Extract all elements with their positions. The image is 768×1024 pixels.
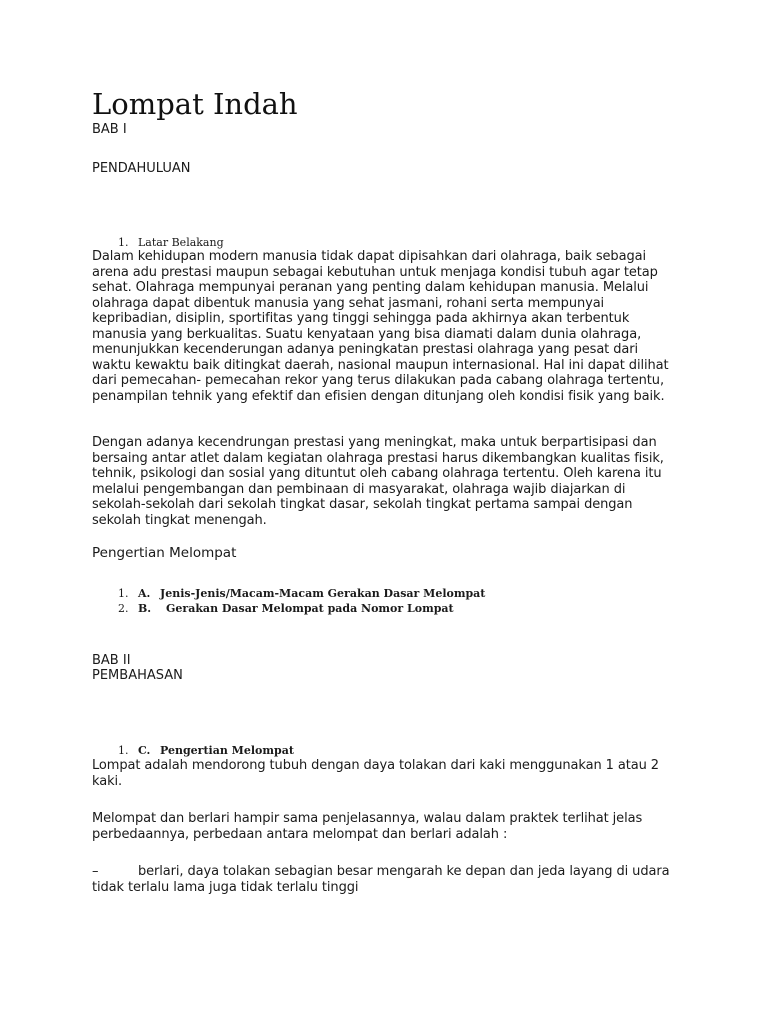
toc-number: 1. bbox=[118, 587, 129, 600]
toc-letter: B. bbox=[138, 602, 152, 615]
document-title: Lompat Indah bbox=[92, 87, 298, 121]
bab2-heading: PEMBAHASAN bbox=[92, 668, 183, 683]
list-item bbox=[92, 743, 294, 758]
list-number: 1. bbox=[118, 744, 129, 757]
dash-item bbox=[92, 864, 682, 895]
paragraph-prestasi: Dengan adanya kecendrungan prestasi yang meningkat, maka untuk berpartisipasi dan bersaing antar atlet dalam kegiatan olahraga prestasi harus dikembangkan kualitas fisik, tehnik, psikologi dan sosial yang dituntut oleh cabang olahraga tertentu. Oleh karena itu melalui pengembangan dan pembinaan di masyarakat, olahraga wajib diajarkan di sekolah-sekolah dari sekolah tingkat dasar, sekolah tingkat pertama sampai dengan sekolah tingkat menengah. bbox=[92, 435, 664, 528]
toc-title: Gerakan Dasar Melompat pada Nomor Lompat bbox=[166, 602, 454, 615]
list-title: Pengertian Melompat bbox=[160, 744, 294, 757]
toc-list bbox=[92, 586, 486, 616]
bab1-heading: PENDAHULUAN bbox=[92, 161, 191, 176]
bab2-label: BAB II bbox=[92, 653, 131, 668]
dash-text: berlari, daya tolakan sebagian besar mengarah ke depan dan jeda layang di udara tidak terlalu lama juga tidak terlalu tinggi bbox=[92, 864, 670, 895]
list-text: Latar Belakang bbox=[138, 236, 224, 249]
paragraph-comparison: Melompat dan berlari hampir sama penjelasannya, walau dalam praktek terlihat jelas perbedaannya, perbedaan antara melompat dan berlari adalah : bbox=[92, 811, 643, 842]
section-heading-pengertian: Pengertian Melompat bbox=[92, 545, 237, 561]
dash-bullet: – bbox=[92, 864, 99, 879]
toc-letter: A. bbox=[138, 587, 151, 600]
latar-list bbox=[92, 235, 224, 250]
section-c-list bbox=[92, 743, 294, 758]
list-item bbox=[92, 235, 224, 250]
paragraph-definition: Lompat adalah mendorong tubuh dengan daya tolakan dari kaki menggunakan 1 atau 2 kaki. bbox=[92, 758, 659, 789]
list-text bbox=[138, 743, 294, 758]
toc-text bbox=[138, 586, 485, 601]
toc-title: Jenis-Jenis/Macam-Macam Gerakan Dasar Melompat bbox=[160, 587, 486, 600]
toc-item bbox=[92, 601, 454, 616]
toc-number: 2. bbox=[118, 602, 129, 615]
toc-text bbox=[138, 601, 454, 616]
toc-item bbox=[92, 586, 486, 601]
list-number: 1. bbox=[118, 236, 129, 249]
list-letter: C. bbox=[138, 744, 151, 757]
paragraph-intro: Dalam kehidupan modern manusia tidak dapat dipisahkan dari olahraga, baik sebagai arena adu prestasi maupun sebagai kebutuhan untuk menjaga kondisi tubuh agar tetap sehat. Olahraga mempunyai peranan yang penting dalam kehidupan manusia. Melalui olahraga dapat dibentuk manusia yang sehat jasmani, rohani serta mempunyai kepribadian, disiplin, sportifitas yang tinggi sehingga pada akhirnya akan terbentuk manusia yang berkualitas. Suatu kenyataan yang bisa diamati dalam dunia olahraga, menunjukkan kecenderungan adanya peningkatan prestasi olahraga yang pesat dari waktu kewaktu baik ditingkat daerah, nasional maupun internasional. Hal ini dapat dilihat dari pemecahan- pemecahan rekor yang terus dilakukan pada cabang olahraga tertentu, penampilan tehnik yang efektif dan efisien dengan ditunjang oleh kondisi fisik yang baik. bbox=[92, 249, 669, 404]
bab1-label: BAB I bbox=[92, 122, 127, 137]
